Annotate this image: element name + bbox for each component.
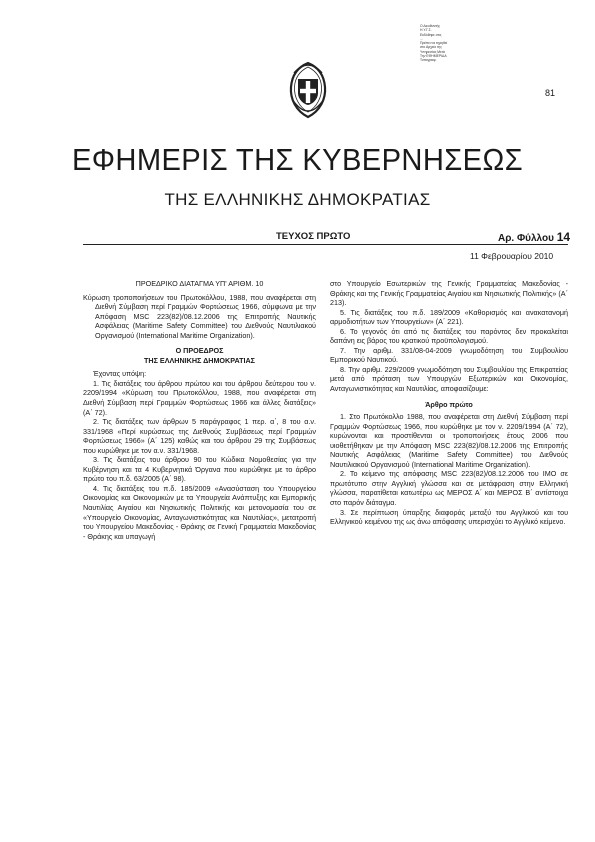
paragraph: 6. Το γεγονός ότι από τις διατάξεις του παρόντος δεν προκαλείται δαπάνη εις βάρος του κρατικού προϋπολογισμού. [330,326,568,346]
issue-date: 11 Φεβρουαρίου 2010 [470,251,554,261]
header-rule [83,244,568,245]
sheet-label: Αρ. Φύλλου [498,233,554,244]
sheet-number [498,230,570,244]
paragraph: 1. Στο Πρωτόκολλο 1988, που αναφέρεται στη Διεθνή Σύμβαση περί Γραμμών Φορτώσεως 1966, που κυρώθηκε με τον ν. 2209/1994 (Α΄ 72), κυρώνονται και προστίθενται οι τροποποιήσεις έτους 2006 που υιοθετήθηκαν με την Απόφαση MSC 223(82)/08.12.2006 της Επιτροπής Ναυτικής Ασφάλειας (Maritime Safety Committee) του Διεθνούς Ναυτιλιακού Οργανισμού (International Maritime Organization). [330,412,568,469]
sheet-number-value: 14 [556,230,571,244]
right-column [330,279,568,527]
decree-subject: Κύρωση τροποποιήσεων του Πρωτοκόλλου, 1988, που αναφέρεται στη Διεθνή Σύμβαση περί Γραμμών Φορτώσεως 1966, σύμφωνα με την Απόφαση MSC 223(82)/08.12.2006 της Επιτροπής Ναυτικής Ασφάλειας (Maritime Safety Committee) του Διεθνούς Ναυτιλιακού Οργανισμού (International Maritime Organization). [83,292,316,340]
issue-label: ΤΕΥΧΟΣ ΠΡΩΤΟ [276,231,351,242]
left-column [83,279,316,541]
newspaper-subtitle: ΤΗΣ ΕΛΛΗΝΙΚΗΣ ΔΗΜΟΚΡΑΤΙΑΣ [164,190,431,209]
paragraph: 4. Τις διατάξεις του π.δ. 185/2009 «Ανασύσταση του Υπουργείου Οικονομίας και Οικονομικών με τα Υπουργεία Ανάπτυξης και Εμπορικής Ναυτιλίας Αιγαίου και Νησιωτικής Πολιτικής και μετονομασία του σε «Υπουργείο Οικονομίας, Ανταγωνιστικότητας και Ναυτιλίας», μετατροπή του Υπουργείου Μακεδονίας - Θράκης σε Γενική Γραμματεία Μακεδονίας - Θράκης και υπαγωγή [83,483,316,541]
president-heading-1: Ο ΠΡΟΕΔΡΟΣ [175,346,224,356]
paragraph: 3. Τις διατάξεις του άρθρου 90 του Κώδικα Νομοθεσίας για την Κυβέρνηση και τα 4 Κυβερνητικά Όργανα που κυρώθηκε με το άρθρο πρώτο του π.δ. 63/2005 (Α΄ 98). [83,455,316,484]
stamp-line: Υπηρεσίας Μετά [420,49,445,54]
newspaper-title: ΕΦΗΜΕΡΙΣ ΤΗΣ ΚΥΒΕΡΝΗΣΕΩΣ [71,142,524,177]
paragraph: στο Υπουργείο Εσωτερικών της Γενικής Γραμματείας Μακεδονίας - Θράκης και της Γενικής Γραμματείας Αιγαίου και Νησιωτικής Πολιτικής» (Α΄ 213). [330,279,568,308]
stamp-line: ... [420,36,423,41]
distribution-stamp [420,24,482,63]
stamp-line: Πρέπει να τηρηθεί [420,41,448,46]
stamp-line: Ο Διευθυντής [420,24,441,28]
paragraph: 2. Τις διατάξεις των άρθρων 5 παράγραφος 1 περ. α΄, 8 του α.ν. 331/1968 «Περί κυρώσεως της Διεθνούς Συμβάσεως περί Γραμμών Φορτώσεως 1966» (Α΄ 125) καθώς και του άρθρου 29 της Συμβάσεως που κυρώθηκε με τον α.ν. 331/1968. [83,417,316,455]
paragraph: 1. Τις διατάξεις του άρθρου πρώτου και του άρθρου δεύτερου του ν. 2209/1994 «Κύρωση του Πρωτοκόλλου, 1988, που αναφέρεται στη Διεθνή Σύμβαση περί Γραμμών Φορτώσεως 1966 και άλλες διατάξεις» (Α΄ 72). [83,378,316,417]
stamp-line: στο Αρχείο της [420,45,442,50]
decree-heading: ΠΡΟΕΔΡΙΚΟ ΔΙΑΤΑΓΜΑ ΥΠ' ΑΡΙΘΜ. 10 [135,279,264,288]
stamp-line: Η.Υ.Γ.Σ. [420,28,432,33]
stamp-line: Εκδόθηκε στις [420,32,442,37]
stamp-line: Τυπογραφ. [420,58,437,63]
president-heading-2: ΤΗΣ ΕΛΛΗΝΙΚΗΣ ΔΗΜΟΚΡΑΤΙΑΣ [144,355,255,365]
considering-line: Έχοντας υπόψη: [93,369,147,379]
stamp-line: Την ΕΦΗΜΕΡΙΔΑ [420,54,447,59]
page-number: 81 [545,88,556,98]
paragraph: 3. Σε περίπτωση ύπαρξης διαφοράς μεταξύ του Αγγλικού και του Ελληνικού κειμένου της ως άνω απόφασης υπερισχύει το Αγγλικό κείμενο. [330,507,568,527]
paragraph: 7. Την αριθμ. 331/08-04-2009 γνωμοδότηση του Συμβουλίου Εμπορικού Ναυτικού. [330,345,568,365]
paragraph: 8. Την αριθμ. 229/2009 γνωμοδότηση του Συμβουλίου της Επικρατείας μετά από πρόταση των Υπουργών Εξωτερικών και Οικονομίας, Ανταγωνιστικότητας και Ναυτιλίας, αποφασίζουμε: [330,364,568,394]
greek-coat-of-arms-icon [286,59,330,121]
paragraph: 2. Το κείμενο της απόφασης MSC 223(82)/08.12.2006 του IMO σε πρωτότυπο στην Αγγλική γλώσσα και σε μετάφραση στην Ελληνική γλώσσα, παρατίθεται κατωτέρω ως ΜΕΡΟΣ Α΄ και ΜΕΡΟΣ Β΄ αντίστοιχα στο παρόν διάταγμα. [330,469,568,508]
paragraph: 5. Τις διατάξεις του π.δ. 189/2009 «Καθορισμός και ανακατανομή αρμοδιοτήτων των Υπουργείων» (Α΄ 221). [330,307,568,327]
article-heading: Άρθρο πρώτο [425,399,473,409]
